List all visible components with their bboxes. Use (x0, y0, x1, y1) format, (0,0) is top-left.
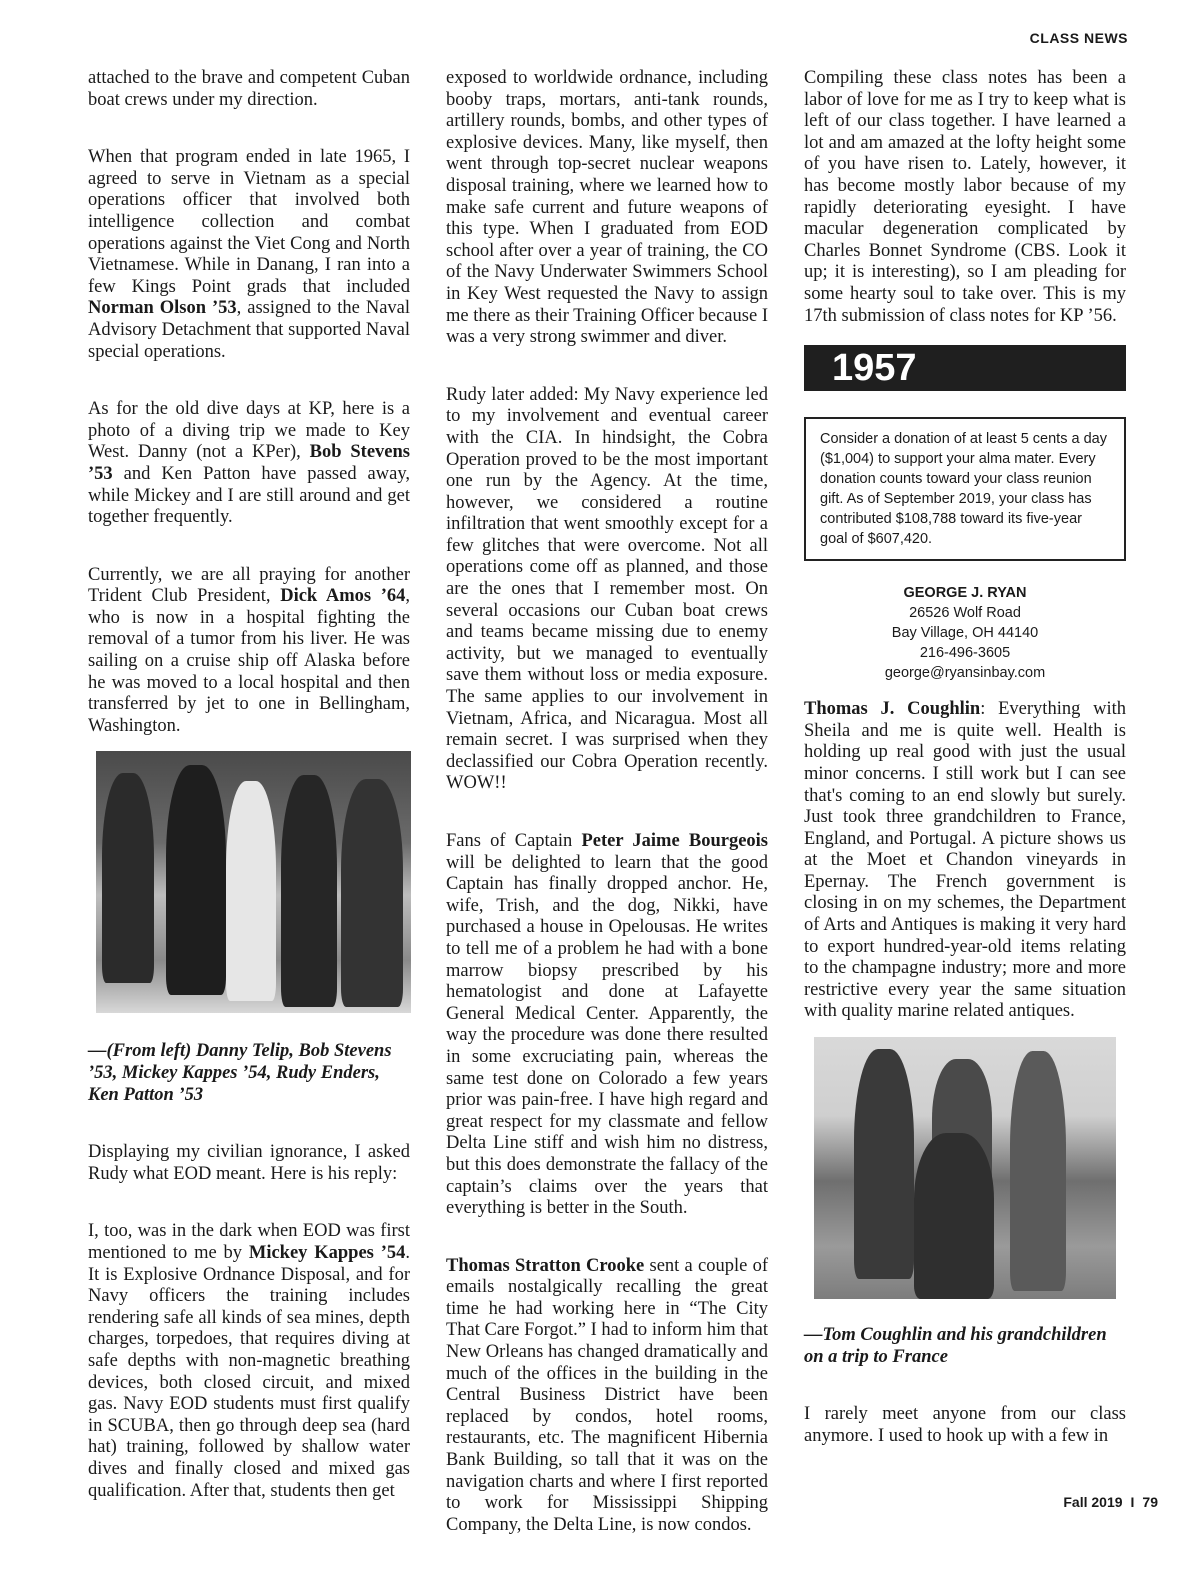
contact-email: george@ryansinbay.com (884, 665, 1046, 682)
family-photo (814, 1037, 1116, 1299)
issue-label: Fall 2019 (1063, 1494, 1123, 1510)
paragraph: Thomas Stratton Crooke sent a couple of emails nostalgically recalling the great time he had working here in “The City That Care Forgot.” I had to inform him that New Orleans has changed dramatically and much of the offices in the building in the Central Business District have been replaced by condos, hotel rooms, restaurants, etc. The magnificent Hibernia Bank Building, so tall that it was on the navigation charts and where I first reported to work for Mississippi Shipping Company, the Delta Line, is now condos. (446, 1255, 768, 1535)
donation-notice: Consider a donation of at least 5 cents a day ($1,004) to support your alma mater. Every donation counts toward your class reunion gift. As of September 2019, your class has contributed $108,788 toward its five-year goal of $607,420. (804, 417, 1126, 561)
page-number: 79 (1142, 1494, 1158, 1510)
paragraph: Rudy later added: My Navy experience led to my involvement and eventual career with the CIA. In hindsight, the Cobra Operation proved to be the most important one run by the Agency. At the time, however, we considered a routine infiltration that went smoothly except for a few glitches that were overcome. Not all operations come off as planned, and those are the ones that I remember most. On several occasions our Cuban boat crews and teams became missing due to enemy activity, but we managed to eventually save them without loss or media exposure. The same applies to our involvement in Vietnam, Africa, and Nicaragua. Most all remain secret. I was surprised when they declassified our Cobra Operation recently. WOW!! (446, 384, 768, 794)
column-3 (804, 68, 1126, 1483)
page-footer (1063, 1494, 1158, 1510)
paragraph: Currently, we are all praying for another Trident Club President, Dick Amos ’64, who is now in a hospital fighting the removal of a tumor from his liver. He was sailing on a cruise ship off Alaska before he was moved to a local hospital and then transferred by jet to one in Bellingham, Washington. (88, 564, 410, 736)
paragraph: exposed to worldwide ordnance, including booby traps, mortars, anti-tank rounds, artillery rounds, bombs, and other types of explosive devices. Many, like myself, then went through top-secret nuclear weapons disposal training, where we learned how to make safe current and future weapons of this type. When I graduated from EOD school after over a year of training, the CO of the Navy Underwater Swimmers School in Key West requested the Navy to assign me there as their Training Officer because I was a very strong swimmer and diver. (446, 68, 768, 348)
class-secretary-contact (804, 583, 1126, 683)
paragraph: As for the old dive days at KP, here is a photo of a diving trip we made to Key West. Danny (not a KPer), Bob Stevens ’53 and Ken Patton have passed away, while Mickey and I are still around and get together frequently. (88, 399, 410, 528)
contact-street: 26526 Wolf Road (909, 605, 1021, 622)
paragraph: Displaying my civilian ignorance, I asked Rudy what EOD meant. Here is his reply: (88, 1142, 410, 1184)
column-1 (88, 68, 410, 1538)
paragraph: attached to the brave and competent Cuban boat crews under my direction. (88, 68, 410, 110)
class-year-banner: 1957 (804, 345, 1126, 391)
diving-trip-photo (96, 751, 411, 1013)
paragraph: Fans of Captain Peter Jaime Bourgeois will be delighted to learn that the good Captain has finally dropped anchor. He, wife, Trish, and the dog, Nikki, have purchased a house in Opelousas. He writes to tell me of a problem he had with a bone marrow biopsy prescribed by his hematologist and done at Lafayette General Medical Center. Apparently, the way the procedure was done there resulted in some excruciating pain, whereas the same test done on Colorado a few years prior was pain-free. I have high regard and great respect for my classmate and fellow Delta Line stiff and wish him no distress, but this does demonstrate the fallacy of the captain’s claims over the years that everything is better in the South. (446, 831, 768, 1219)
contact-phone: 216-496-3605 (919, 645, 1011, 662)
photo-caption: —(From left) Danny Telip, Bob Stevens ’53, Mickey Kappes ’54, Rudy Enders, Ken Patton ’53 (88, 1041, 392, 1105)
column-2 (446, 68, 768, 1572)
paragraph: I rarely meet anyone from our class anymore. I used to hook up with a few in (804, 1404, 1126, 1446)
footer-divider: I (1130, 1494, 1135, 1510)
contact-name: GEORGE J. RYAN (903, 585, 1027, 602)
paragraph: Compiling these class notes has been a labor of love for me as I try to keep what is left of our class together. I have learned a lot and am amazed at the lofty height some of you have risen to. Lately, however, it has become mostly labor because of my rapidly deteriorating eyesight. I have macular degeneration complicated by Charles Bonnet Syndrome (CBS. Look it up; it is interesting), so I am pleading for some hearty soul to take over. This is my 17th submission of class notes for KP ’56. (804, 68, 1126, 326)
paragraph: When that program ended in late 1965, I agreed to serve in Vietnam as a special operations officer that involved both intelligence collection and combat operations against the Viet Cong and North Vietnamese. While in Danang, I ran into a few Kings Point grads that included Norman Olson ’53, assigned to the Naval Advisory Detachment that supported Naval special operations. (88, 147, 411, 362)
paragraph: Thomas J. Coughlin: Everything with Sheila and me is quite well. Health is holding up real good with just the usual minor concerns. I still work but I can see that's coming to an end slowly but surely. Just took three grandchildren to France, England, and Portugal. A picture shows us at the Moet et Chandon vineyards in Epernay. The French government is closing in on my schemes, the Department of Arts and Antiques is making it very hard to export hundred-year-old items relating to the champagne industry; more and more restrictive every year the same situation with quality marine related antiques. (804, 699, 1127, 1022)
contact-city: Bay Village, OH 44140 (891, 625, 1039, 642)
paragraph: I, too, was in the dark when EOD was first mentioned to me by Mickey Kappes ’54. It is Explosive Ordnance Disposal, and for Navy officers the training includes rendering safe all kinds of sea mines, depth charges, torpedoes, that requires diving at safe depths with non-magnetic breathing devices, both closed circuit, and mixed gas. Navy EOD students must first qualify in SCUBA, then go through deep sea (hard hat) training, followed by shallow water dives and finally closed and mixed gas qualification. After that, students then get (88, 1221, 410, 1501)
section-label: CLASS NEWS (1029, 30, 1128, 46)
photo-caption: —Tom Coughlin and his grandchildren on a trip to France (804, 1325, 1107, 1367)
